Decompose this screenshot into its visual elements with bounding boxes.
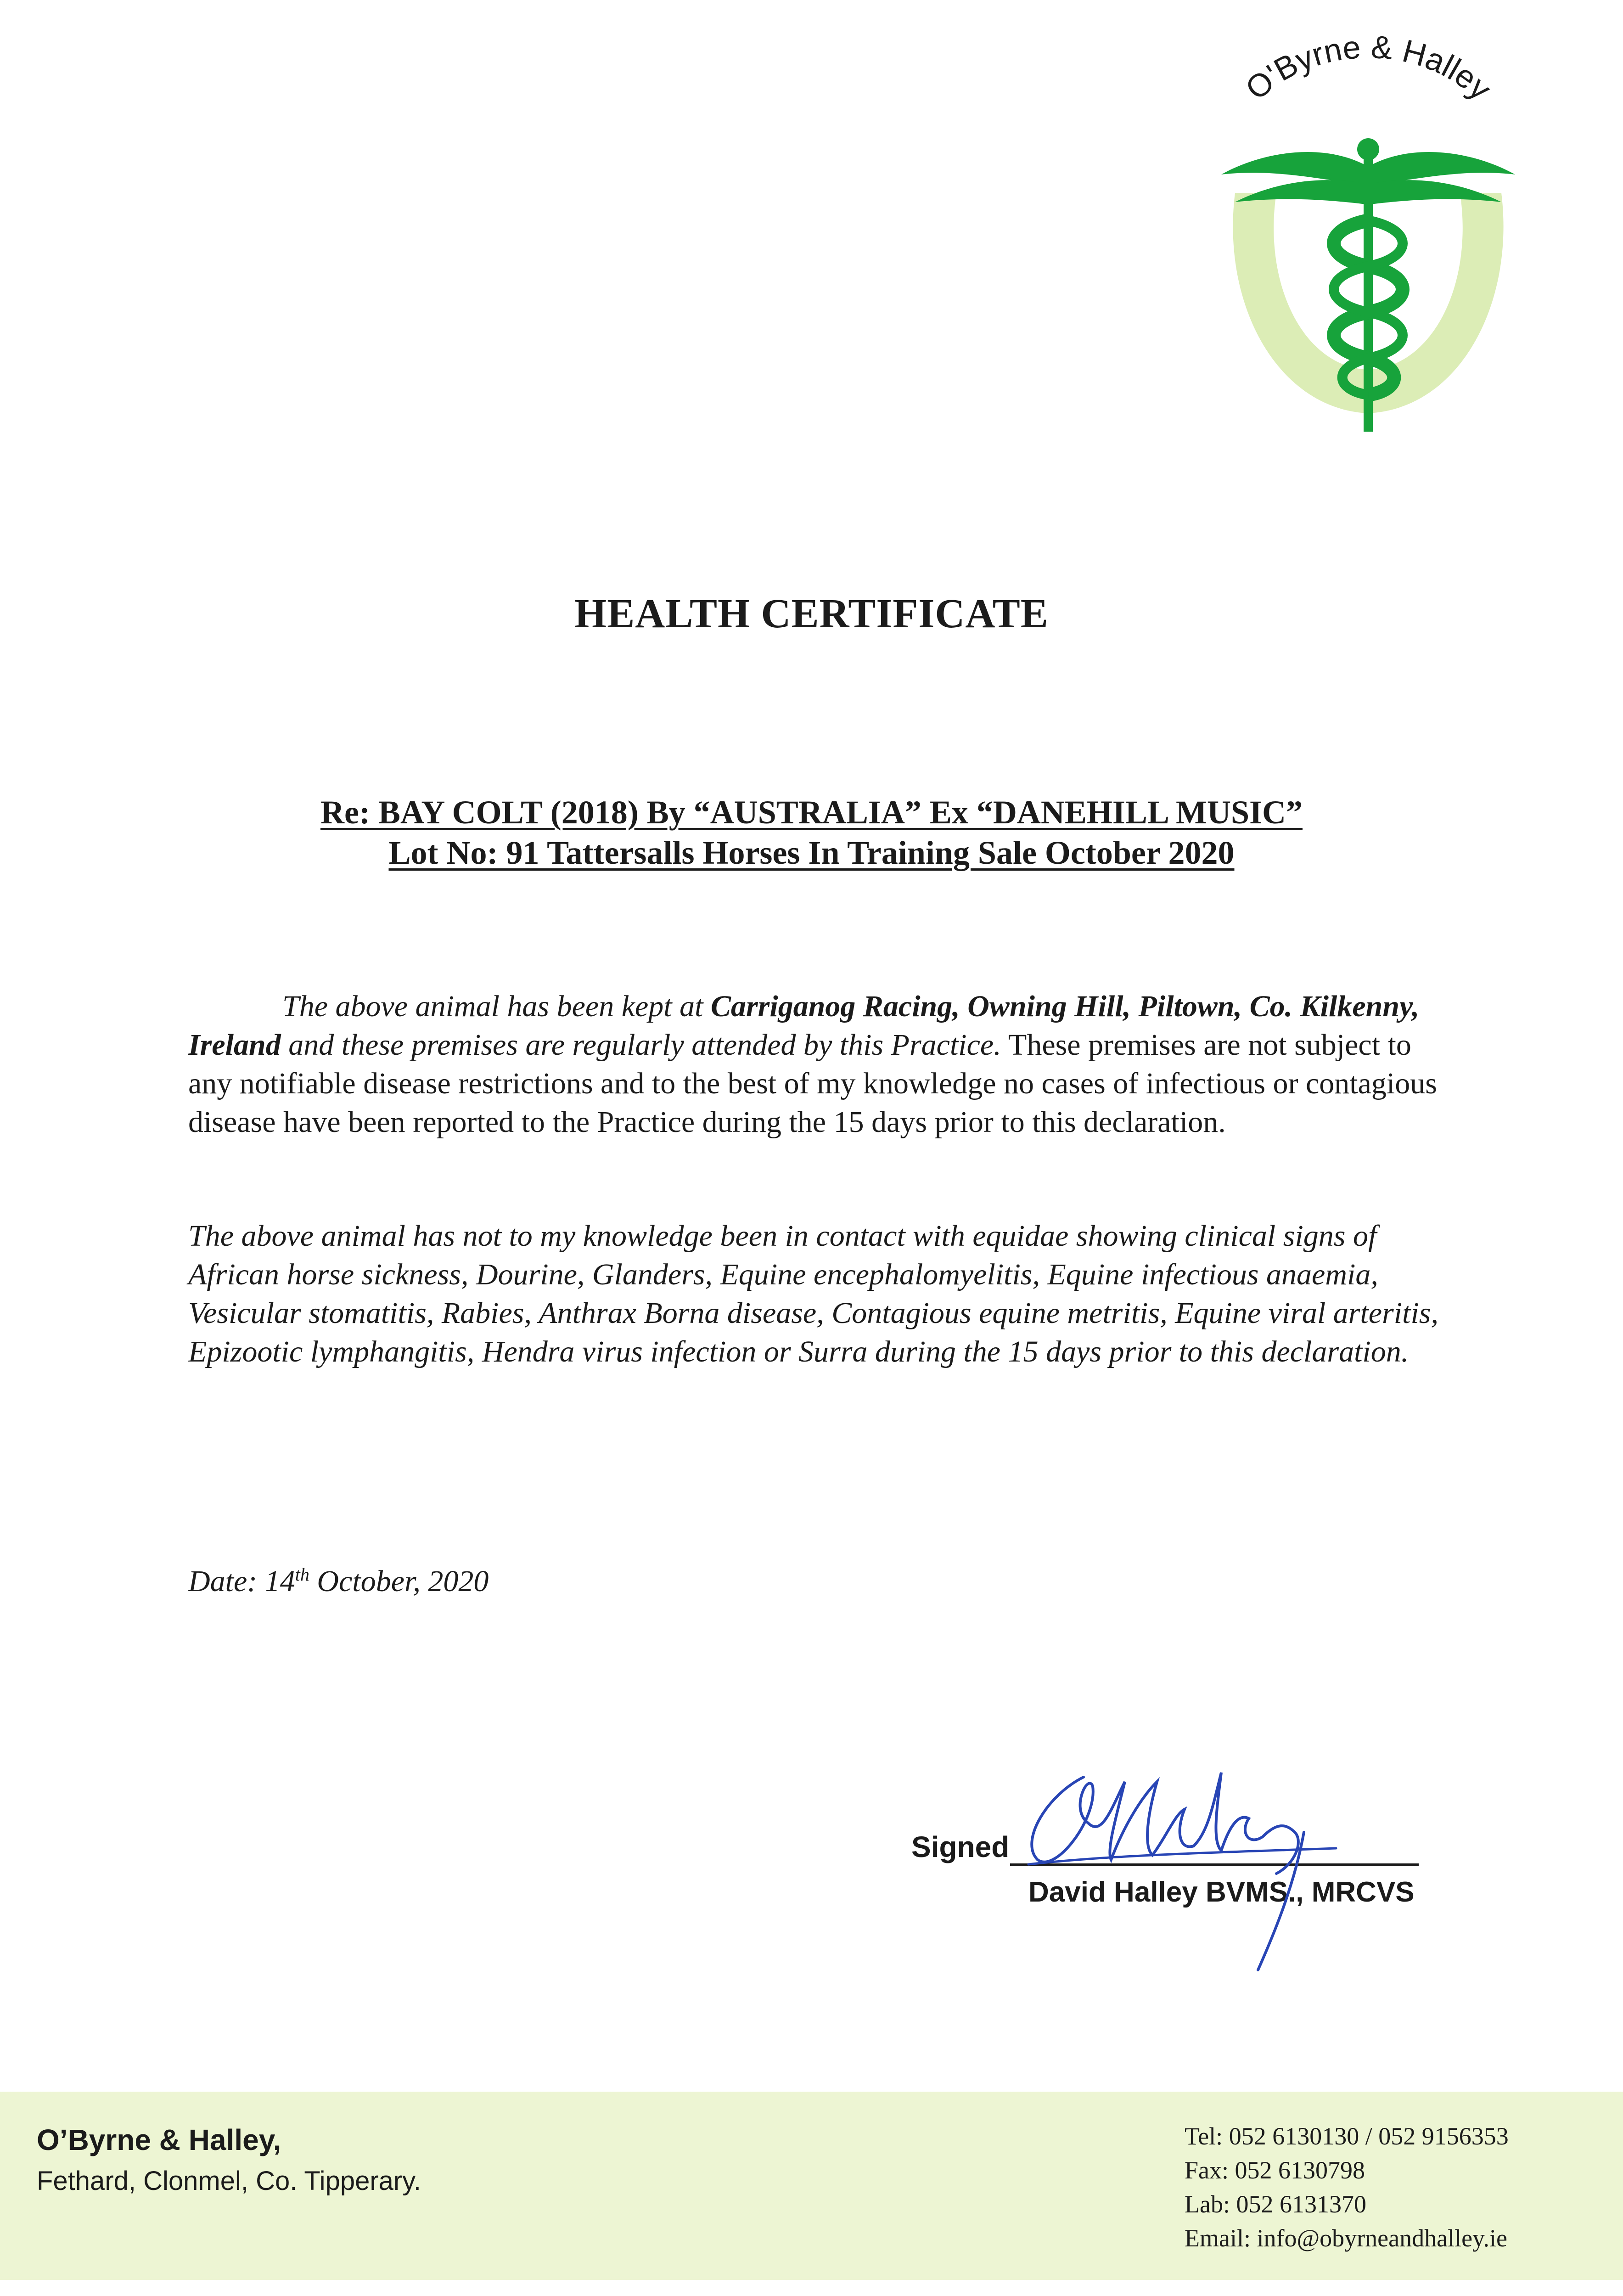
footer-tel: Tel: 052 6130130 / 052 9156353 [1185, 2122, 1509, 2150]
company-logo [1185, 28, 1552, 441]
footer-contact-block [1185, 2119, 1509, 2255]
handwritten-signature [1019, 1754, 1341, 1975]
para1-rest: These premises are not subject to any notifiable disease restrictions and to the best of my knowledge no cases of infectious or contagious disease have been reported to the Practice during the 15 days prior to this declaration. [188, 1028, 1437, 1139]
footer-address: Fethard, Clonmel, Co. Tipperary. [37, 2166, 421, 2196]
caduceus-horseshoe-icon [1185, 28, 1552, 441]
signatory-name: David Halley BVMS., MRCVS [1028, 1876, 1415, 1908]
footer-company-name: O’Byrne & Halley, [37, 2123, 281, 2156]
date-label: Date: 14 [188, 1564, 295, 1598]
date-ordinal: th [295, 1564, 309, 1585]
subject-block [0, 792, 1623, 873]
footer-lab: Lab: 052 6131370 [1185, 2190, 1366, 2218]
premises-name: Carriganog Racing, Owning Hill, Piltown, Co. Kilkenny, Ireland [188, 990, 1420, 1062]
logo-text: O'Byrne & Halley [1238, 28, 1499, 107]
premises-paragraph [188, 987, 1451, 1142]
disease-contact-paragraph: The above animal has not to my knowledge been in contact with equidae showing clinical signs of African horse sickness, Dourine, Glanders, Equine encephalomyelitis, Equine infectious anaemia, Vesicular stomatitis, Rabies, Anthrax Borna disease, Contagious equine metritis, Equine viral arteritis, Epizootic lymphangitis, Hendra virus infection or Surra during the 15 days prior to this declaration. [188, 1219, 1438, 1368]
footer-address-block [37, 2119, 421, 2202]
footer-fax: Fax: 052 6130798 [1185, 2156, 1365, 2184]
para1-attended: and these premises are regularly attended by this Practice. [281, 1028, 1001, 1062]
footer-email: Email: info@obyrneandhalley.ie [1185, 2224, 1508, 2252]
date-rest: October, 2020 [309, 1564, 489, 1598]
page-title: HEALTH CERTIFICATE [574, 591, 1049, 636]
certificate-date [188, 1564, 489, 1599]
letterhead-footer [0, 2092, 1623, 2280]
subject-line-1: Re: BAY COLT (2018) By “AUSTRALIA” Ex “DANEHILL MUSIC” [320, 794, 1303, 831]
para1-intro: The above animal has been kept at [282, 990, 711, 1023]
signed-label: Signed [911, 1830, 1010, 1863]
subject-line-2: Lot No: 91 Tattersalls Horses In Training Sale October 2020 [388, 834, 1235, 871]
